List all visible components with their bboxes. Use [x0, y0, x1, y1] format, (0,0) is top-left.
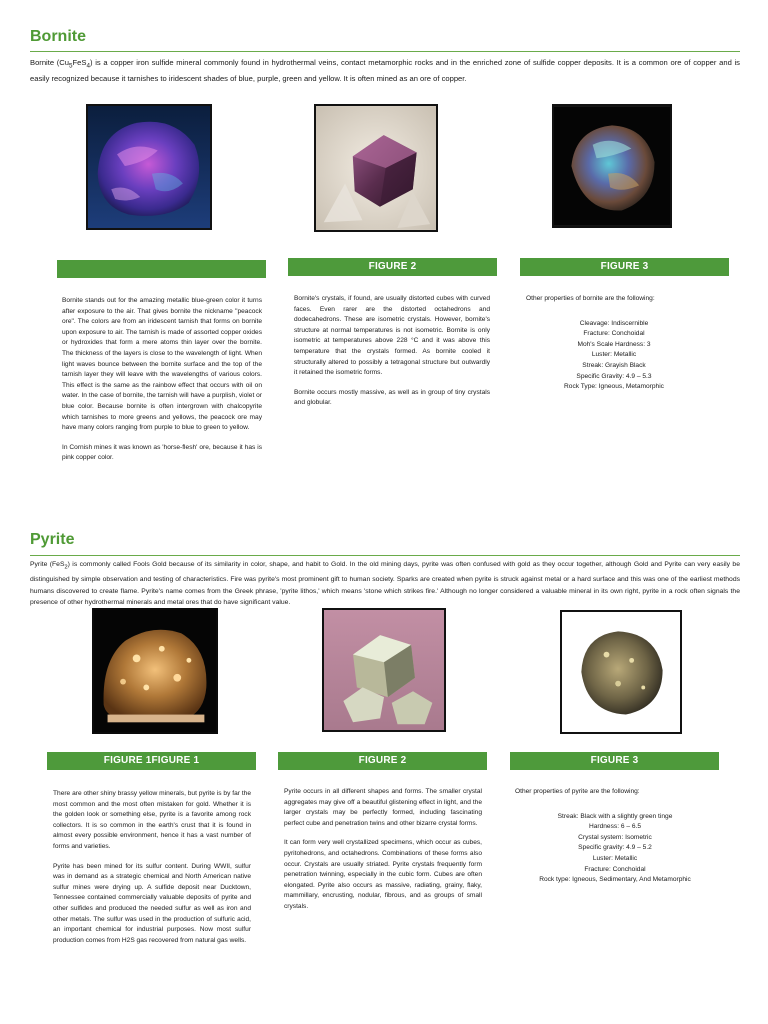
pyrite-column-3	[515, 787, 715, 886]
bornite-photo-2	[314, 104, 438, 232]
pyrite-col1-para-2: Pyrite has been mined for its sulfur content. During WWII, sulfur was in demand as a strategic chemical and North American native sulfur mines were drying up. A sulfide deposit near Ducktown, Tennessee contained commercially valuable deposits of pyrite and other sulfides and produced the needed sulfur as well as iron and other metals. The sulfur was used in the production of sulfuric acid, an important chemical for industrial purposes. Now most sulfur production comes from H2S gas recovered from natural gas wells.	[53, 862, 251, 944]
bornite-specimen-image	[88, 106, 210, 228]
pyrite-col2-para-1: Pyrite occurs in all different shapes and forms. The smaller crystal aggregates may give off a beautiful glistening effect in light, and the larger crystals may be perfectly formed, including fascinating perfect cube and penetration twins and other bizarre crystal forms.	[284, 788, 482, 827]
bornite-property: Luster: Metallic	[591, 351, 637, 359]
bornite-crystal-image	[316, 106, 436, 230]
bornite-figure-3-label: FIGURE 3	[520, 258, 729, 276]
pyrite-figure-2-label: FIGURE 2	[278, 752, 487, 770]
pyrite-property: Fracture: Conchoidal	[584, 865, 646, 873]
bornite-property: Specific Gravity: 4.9 – 5.3	[576, 372, 652, 380]
bornite-column-3	[526, 294, 702, 393]
bornite-photo-1	[86, 104, 212, 230]
bornite-property: Fracture: Conchoidal	[583, 330, 645, 338]
pyrite-figure-3-label: FIGURE 3	[510, 752, 719, 770]
pyrite-cluster-image	[94, 610, 216, 732]
pyrite-photo-3	[560, 610, 682, 734]
pyrite-property: Rock type: Igneous, Sedimentary, And Metamorphic	[539, 876, 691, 884]
pyrite-title: Pyrite	[30, 531, 75, 548]
pyrite-property: Crystal system: Isometric	[578, 833, 652, 841]
bornite-col1-para-2: In Cornish mines it was known as 'horse-flesh' ore, because it has is pink copper color.	[62, 443, 262, 462]
bornite-col2-para-1: Bornite's crystals, if found, are usually distorted cubes with curved faces. Even rarer are the distorted octahedrons and dodecahedrons. These are isometric crystals. However, bornite's structure at normal temperatures is not isometric. Bornite is only isometric at temperatures above 228 °C and it was above this temperature that the crystals formed. As bornite cooled it structurally altered to possibly a tetragonal structure but outwardly it retained the isometric forms.	[294, 295, 490, 377]
bornite-figure-2-label: FIGURE 2	[288, 258, 497, 276]
bornite-title: Bornite	[30, 28, 86, 45]
pyrite-property: Streak: Black with a slightly green tinge	[557, 812, 673, 820]
bornite-col1-para-1: Bornite stands out for the amazing metallic blue-green color it turns after exposure to the air. That gives bornite the nickname "peacock ore". The colors are from an iridescent tarnish that forms on bornite upon exposure to air. The tarnish is made of assorted copper oxides or hydroxides that form a mere atoms thin layer over the bornite. The thickness of the layers is close to the wavelength of light. When light waves bounce between the bornite surface and the top of the tarnish layer they will leave with the wavelengths of various colors. This effect is the same as the rainbow effect that occurs with oil on water. In the case of bornite, the tarnish will have a purplish, violet or blue color. Because bornite is often intergrown with chalcopyrite which tarnishes to more greens and yellows, the peacock ore may have many colors ranging from purple to blue to green to yellow.	[62, 297, 262, 432]
bornite-properties-lead: Other properties of bornite are the following:	[526, 295, 655, 302]
pyrite-property: Hardness: 6 – 6.5	[588, 823, 642, 831]
bornite-property: Streak: Grayish Black	[582, 361, 646, 369]
bornite-property: Cleavage: Indiscernible	[579, 319, 649, 327]
bornite-intro: Bornite $(Cu_5FeS_4)$ is a copper iron sulfide mineral commonly found in hydrothermal veins, contact metamorphic rocks and in the enriched zone of sulfide copper deposits. It is a common ore of copper and is easily recognized because it tarnishes to iridescent shades of blue, purple, green and yellow. It is often mined as an ore of copper.	[30, 58, 740, 83]
bornite-figure-1-label	[57, 260, 266, 278]
pyrite-intro: Pyrite (FeS$_2$) is commonly called Fools Gold because of its similarity in color, shape, and habit to Gold. In the old mining days, pyrite was often confused with gold as they occur together, although Gold and Pyrite can very easily be distinguished by simple observation and testing of characteristics. Fire was pyrite's most prominent gift to human society. Sparks are created when pyrite is struck against metal or a hard surface and this was one of the earliest methods humans discovered to create flame. Pyrite's name comes from the Greek phrase, 'pyrite lithos,' which means 'stone which strikes fire.' Although no longer considered a valuable mineral in its own right, pyrite in a rock often signals the presence of other hydrothermal minerals and metal ores that do have significant value.	[30, 561, 740, 607]
bornite-iridescent-image	[554, 106, 670, 226]
pyrite-photo-1	[92, 608, 218, 734]
bornite-property: Rock Type: Igneous, Metamorphic	[564, 383, 664, 391]
pyrite-column-2	[284, 787, 482, 922]
pyrite-properties-lead: Other properties of pyrite are the following:	[515, 788, 640, 795]
pyrite-crystal-image	[324, 610, 444, 730]
pyrite-photo-2	[322, 608, 446, 732]
pyrite-divider	[30, 555, 740, 556]
bornite-column-2	[294, 294, 490, 418]
bornite-column-1	[62, 296, 262, 473]
pyrite-col1-para-1: There are other shiny brassy yellow minerals, but pyrite is by far the most common and the most often mistaken for gold. Whether it is the golden look or something else, pyrite is a favorite among rock collectors. It is so common in the earth's crust that it is found in almost every possible environment, hence it has a vast number of forms and varieties.	[53, 790, 251, 850]
pyrite-nugget-image	[562, 612, 680, 732]
bornite-property: Moh's Scale Hardness: 3	[577, 340, 651, 348]
bornite-photo-3	[552, 104, 672, 228]
bornite-col2-para-2: Bornite occurs mostly massive, as well as in group of tiny crystals and globular.	[294, 388, 490, 407]
pyrite-property: Luster: Metallic	[592, 854, 638, 862]
pyrite-col2-para-2: It can form very well crystallized specimens, which occur as cubes, pyritohedrons, and octahedrons. Combinations of these forms also occur. Crystals are usually striated. Pyrite crystals frequently form penetration twinning, especially in the cubic form. Cubes are often elongated. Pyrite also occurs as massive, radiating, grainy, flaky, mammillary, encrusting, nodular, fibrous, and as groups of small crystals.	[284, 839, 482, 910]
pyrite-figure-1-label: FIGURE 1FIGURE 1	[47, 752, 256, 770]
pyrite-property: Specific gravity: 4.9 – 5.2	[578, 844, 652, 852]
bornite-divider	[30, 51, 740, 52]
pyrite-column-1	[53, 789, 251, 955]
